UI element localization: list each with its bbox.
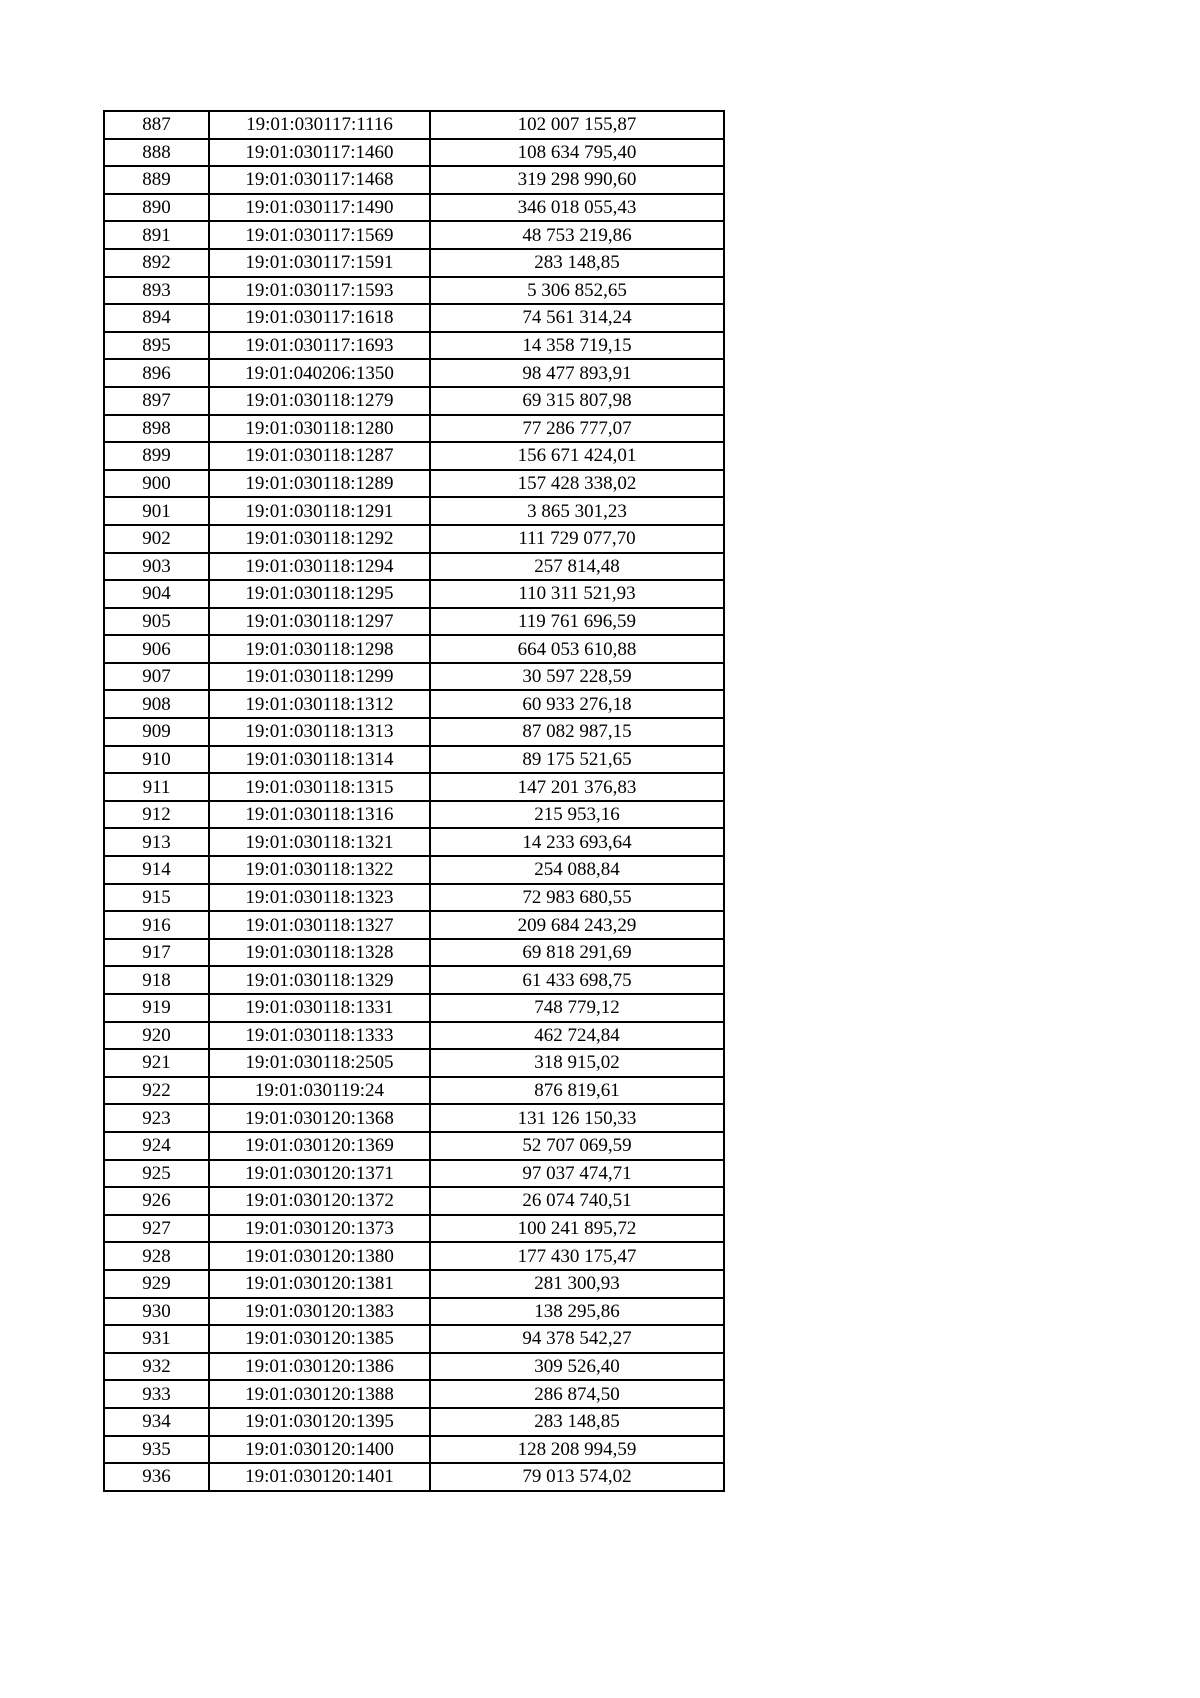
row-number-cell: 906 — [104, 635, 209, 663]
cadastral-value-cell: 108 634 795,40 — [430, 139, 724, 167]
row-number-cell: 922 — [104, 1077, 209, 1105]
cadastral-number-cell: 19:01:030118:1327 — [209, 911, 430, 939]
table-row — [104, 1160, 724, 1188]
table-row — [104, 856, 724, 884]
cadastral-value-cell: 61 433 698,75 — [430, 966, 724, 994]
row-number-cell: 936 — [104, 1463, 209, 1491]
cadastral-value-cell: 30 597 228,59 — [430, 663, 724, 691]
row-number-cell: 920 — [104, 1022, 209, 1050]
cadastral-number-cell: 19:01:030120:1386 — [209, 1353, 430, 1381]
cadastral-number-cell: 19:01:030120:1371 — [209, 1160, 430, 1188]
table-row — [104, 359, 724, 387]
row-number-cell: 903 — [104, 553, 209, 581]
row-number-cell: 913 — [104, 828, 209, 856]
cadastral-number-cell: 19:01:030120:1369 — [209, 1132, 430, 1160]
row-number-cell: 899 — [104, 442, 209, 470]
cadastral-value-cell: 281 300,93 — [430, 1270, 724, 1298]
cadastral-value-cell: 283 148,85 — [430, 1408, 724, 1436]
cadastral-value-cell: 14 358 719,15 — [430, 332, 724, 360]
table-row — [104, 1353, 724, 1381]
cadastral-number-cell: 19:01:030118:1279 — [209, 387, 430, 415]
cadastral-number-cell: 19:01:030118:1287 — [209, 442, 430, 470]
row-number-cell: 890 — [104, 194, 209, 222]
cadastral-value-cell: 147 201 376,83 — [430, 773, 724, 801]
table-row — [104, 1380, 724, 1408]
row-number-cell: 888 — [104, 139, 209, 167]
cadastral-number-cell: 19:01:030118:1314 — [209, 746, 430, 774]
row-number-cell: 911 — [104, 773, 209, 801]
table-row — [104, 1215, 724, 1243]
row-number-cell: 917 — [104, 939, 209, 967]
cadastral-number-cell: 19:01:030118:1315 — [209, 773, 430, 801]
row-number-cell: 907 — [104, 663, 209, 691]
table-row — [104, 1463, 724, 1491]
table-row — [104, 884, 724, 912]
table-row — [104, 746, 724, 774]
cadastral-number-cell: 19:01:030118:1294 — [209, 553, 430, 581]
row-number-cell: 926 — [104, 1187, 209, 1215]
cadastral-value-cell: 748 779,12 — [430, 994, 724, 1022]
cadastral-value-cell: 60 933 276,18 — [430, 690, 724, 718]
table-row — [104, 249, 724, 277]
table-row — [104, 553, 724, 581]
table-row — [104, 387, 724, 415]
cadastral-value-cell: 215 953,16 — [430, 801, 724, 829]
table-row — [104, 221, 724, 249]
cadastral-number-cell: 19:01:030118:1329 — [209, 966, 430, 994]
table-row — [104, 1408, 724, 1436]
cadastral-number-cell: 19:01:030118:1333 — [209, 1022, 430, 1050]
table-row — [104, 966, 724, 994]
cadastral-number-cell: 19:01:030117:1460 — [209, 139, 430, 167]
cadastral-number-cell: 19:01:030119:24 — [209, 1077, 430, 1105]
row-number-cell: 912 — [104, 801, 209, 829]
cadastral-number-cell: 19:01:030118:1323 — [209, 884, 430, 912]
table-row — [104, 1187, 724, 1215]
row-number-cell: 902 — [104, 525, 209, 553]
row-number-cell: 889 — [104, 166, 209, 194]
table-row — [104, 635, 724, 663]
cadastral-number-cell: 19:01:030120:1401 — [209, 1463, 430, 1491]
cadastral-value-cell: 87 082 987,15 — [430, 718, 724, 746]
cadastral-value-cell: 89 175 521,65 — [430, 746, 724, 774]
cadastral-value-table — [103, 110, 725, 1492]
cadastral-value-cell: 128 208 994,59 — [430, 1436, 724, 1464]
row-number-cell: 896 — [104, 359, 209, 387]
row-number-cell: 894 — [104, 304, 209, 332]
cadastral-number-cell: 19:01:030118:1292 — [209, 525, 430, 553]
cadastral-number-cell: 19:01:030117:1116 — [209, 111, 430, 139]
cadastral-number-cell: 19:01:030118:1299 — [209, 663, 430, 691]
row-number-cell: 915 — [104, 884, 209, 912]
cadastral-number-cell: 19:01:030117:1693 — [209, 332, 430, 360]
table-row — [104, 194, 724, 222]
row-number-cell: 933 — [104, 1380, 209, 1408]
table-row — [104, 911, 724, 939]
table-row — [104, 1132, 724, 1160]
row-number-cell: 908 — [104, 690, 209, 718]
table-row — [104, 1270, 724, 1298]
row-number-cell: 928 — [104, 1242, 209, 1270]
cadastral-value-cell: 48 753 219,86 — [430, 221, 724, 249]
row-number-cell: 923 — [104, 1104, 209, 1132]
row-number-cell: 935 — [104, 1436, 209, 1464]
cadastral-value-cell: 5 306 852,65 — [430, 277, 724, 305]
cadastral-value-cell: 110 311 521,93 — [430, 580, 724, 608]
row-number-cell: 910 — [104, 746, 209, 774]
cadastral-value-cell: 462 724,84 — [430, 1022, 724, 1050]
cadastral-number-cell: 19:01:030118:1312 — [209, 690, 430, 718]
cadastral-value-cell: 94 378 542,27 — [430, 1325, 724, 1353]
cadastral-value-cell: 72 983 680,55 — [430, 884, 724, 912]
cadastral-value-cell: 318 915,02 — [430, 1049, 724, 1077]
cadastral-number-cell: 19:01:030118:2505 — [209, 1049, 430, 1077]
cadastral-value-cell: 3 865 301,23 — [430, 497, 724, 525]
cadastral-value-cell: 14 233 693,64 — [430, 828, 724, 856]
cadastral-value-cell: 157 428 338,02 — [430, 470, 724, 498]
cadastral-number-cell: 19:01:030120:1400 — [209, 1436, 430, 1464]
cadastral-number-cell: 19:01:030117:1490 — [209, 194, 430, 222]
row-number-cell: 905 — [104, 608, 209, 636]
cadastral-number-cell: 19:01:030117:1618 — [209, 304, 430, 332]
cadastral-number-cell: 19:01:040206:1350 — [209, 359, 430, 387]
cadastral-value-cell: 177 430 175,47 — [430, 1242, 724, 1270]
table-row — [104, 415, 724, 443]
cadastral-value-cell: 97 037 474,71 — [430, 1160, 724, 1188]
row-number-cell: 893 — [104, 277, 209, 305]
cadastral-number-cell: 19:01:030118:1298 — [209, 635, 430, 663]
table-row — [104, 994, 724, 1022]
cadastral-number-cell: 19:01:030118:1280 — [209, 415, 430, 443]
table-row — [104, 608, 724, 636]
cadastral-value-cell: 664 053 610,88 — [430, 635, 724, 663]
cadastral-number-cell: 19:01:030120:1372 — [209, 1187, 430, 1215]
table-row — [104, 1436, 724, 1464]
row-number-cell: 930 — [104, 1298, 209, 1326]
table-row — [104, 1242, 724, 1270]
table-row — [104, 663, 724, 691]
row-number-cell: 924 — [104, 1132, 209, 1160]
table-row — [104, 1104, 724, 1132]
cadastral-number-cell: 19:01:030118:1291 — [209, 497, 430, 525]
row-number-cell: 927 — [104, 1215, 209, 1243]
cadastral-number-cell: 19:01:030118:1321 — [209, 828, 430, 856]
table-row — [104, 939, 724, 967]
cadastral-value-cell: 119 761 696,59 — [430, 608, 724, 636]
cadastral-value-cell: 309 526,40 — [430, 1353, 724, 1381]
cadastral-number-cell: 19:01:030120:1385 — [209, 1325, 430, 1353]
cadastral-number-cell: 19:01:030117:1593 — [209, 277, 430, 305]
cadastral-value-cell: 283 148,85 — [430, 249, 724, 277]
cadastral-value-cell: 111 729 077,70 — [430, 525, 724, 553]
table-row — [104, 580, 724, 608]
table-row — [104, 1325, 724, 1353]
row-number-cell: 901 — [104, 497, 209, 525]
cadastral-number-cell: 19:01:030118:1313 — [209, 718, 430, 746]
cadastral-value-cell: 254 088,84 — [430, 856, 724, 884]
cadastral-value-cell: 286 874,50 — [430, 1380, 724, 1408]
table-row — [104, 470, 724, 498]
row-number-cell: 900 — [104, 470, 209, 498]
table-row — [104, 497, 724, 525]
table-row — [104, 277, 724, 305]
row-number-cell: 909 — [104, 718, 209, 746]
cadastral-number-cell: 19:01:030120:1380 — [209, 1242, 430, 1270]
cadastral-number-cell: 19:01:030117:1569 — [209, 221, 430, 249]
cadastral-value-cell: 319 298 990,60 — [430, 166, 724, 194]
table-row — [104, 111, 724, 139]
cadastral-number-cell: 19:01:030118:1322 — [209, 856, 430, 884]
table-row — [104, 139, 724, 167]
row-number-cell: 931 — [104, 1325, 209, 1353]
row-number-cell: 897 — [104, 387, 209, 415]
cadastral-number-cell: 19:01:030120:1368 — [209, 1104, 430, 1132]
table-row — [104, 1049, 724, 1077]
row-number-cell: 892 — [104, 249, 209, 277]
cadastral-number-cell: 19:01:030118:1328 — [209, 939, 430, 967]
cadastral-value-cell: 156 671 424,01 — [430, 442, 724, 470]
cadastral-value-cell: 257 814,48 — [430, 553, 724, 581]
cadastral-value-cell: 876 819,61 — [430, 1077, 724, 1105]
row-number-cell: 932 — [104, 1353, 209, 1381]
cadastral-number-cell: 19:01:030117:1591 — [209, 249, 430, 277]
cadastral-number-cell: 19:01:030120:1395 — [209, 1408, 430, 1436]
table-row — [104, 773, 724, 801]
row-number-cell: 918 — [104, 966, 209, 994]
cadastral-value-cell: 52 707 069,59 — [430, 1132, 724, 1160]
row-number-cell: 934 — [104, 1408, 209, 1436]
cadastral-number-cell: 19:01:030118:1289 — [209, 470, 430, 498]
cadastral-value-cell: 26 074 740,51 — [430, 1187, 724, 1215]
row-number-cell: 887 — [104, 111, 209, 139]
cadastral-number-cell: 19:01:030120:1381 — [209, 1270, 430, 1298]
table-row — [104, 1077, 724, 1105]
row-number-cell: 895 — [104, 332, 209, 360]
cadastral-value-cell: 102 007 155,87 — [430, 111, 724, 139]
table-row — [104, 332, 724, 360]
cadastral-value-cell: 69 818 291,69 — [430, 939, 724, 967]
cadastral-number-cell: 19:01:030120:1383 — [209, 1298, 430, 1326]
cadastral-number-cell: 19:01:030118:1331 — [209, 994, 430, 1022]
cadastral-value-cell: 131 126 150,33 — [430, 1104, 724, 1132]
table-row — [104, 801, 724, 829]
cadastral-number-cell: 19:01:030120:1388 — [209, 1380, 430, 1408]
row-number-cell: 914 — [104, 856, 209, 884]
row-number-cell: 904 — [104, 580, 209, 608]
cadastral-value-cell: 74 561 314,24 — [430, 304, 724, 332]
cadastral-value-cell: 79 013 574,02 — [430, 1463, 724, 1491]
cadastral-number-cell: 19:01:030118:1316 — [209, 801, 430, 829]
table-row — [104, 525, 724, 553]
table-row — [104, 166, 724, 194]
row-number-cell: 898 — [104, 415, 209, 443]
cadastral-value-cell: 138 295,86 — [430, 1298, 724, 1326]
table-row — [104, 442, 724, 470]
table-row — [104, 718, 724, 746]
table-row — [104, 1022, 724, 1050]
table-row — [104, 1298, 724, 1326]
cadastral-number-cell: 19:01:030118:1297 — [209, 608, 430, 636]
row-number-cell: 921 — [104, 1049, 209, 1077]
cadastral-value-cell: 346 018 055,43 — [430, 194, 724, 222]
cadastral-number-cell: 19:01:030117:1468 — [209, 166, 430, 194]
table-body — [104, 111, 724, 1491]
cadastral-number-cell: 19:01:030118:1295 — [209, 580, 430, 608]
table-row — [104, 304, 724, 332]
row-number-cell: 891 — [104, 221, 209, 249]
table-row — [104, 828, 724, 856]
row-number-cell: 925 — [104, 1160, 209, 1188]
row-number-cell: 916 — [104, 911, 209, 939]
row-number-cell: 919 — [104, 994, 209, 1022]
cadastral-value-cell: 209 684 243,29 — [430, 911, 724, 939]
table-row — [104, 690, 724, 718]
row-number-cell: 929 — [104, 1270, 209, 1298]
cadastral-value-cell: 69 315 807,98 — [430, 387, 724, 415]
cadastral-number-cell: 19:01:030120:1373 — [209, 1215, 430, 1243]
cadastral-value-cell: 77 286 777,07 — [430, 415, 724, 443]
cadastral-value-cell: 100 241 895,72 — [430, 1215, 724, 1243]
cadastral-value-cell: 98 477 893,91 — [430, 359, 724, 387]
